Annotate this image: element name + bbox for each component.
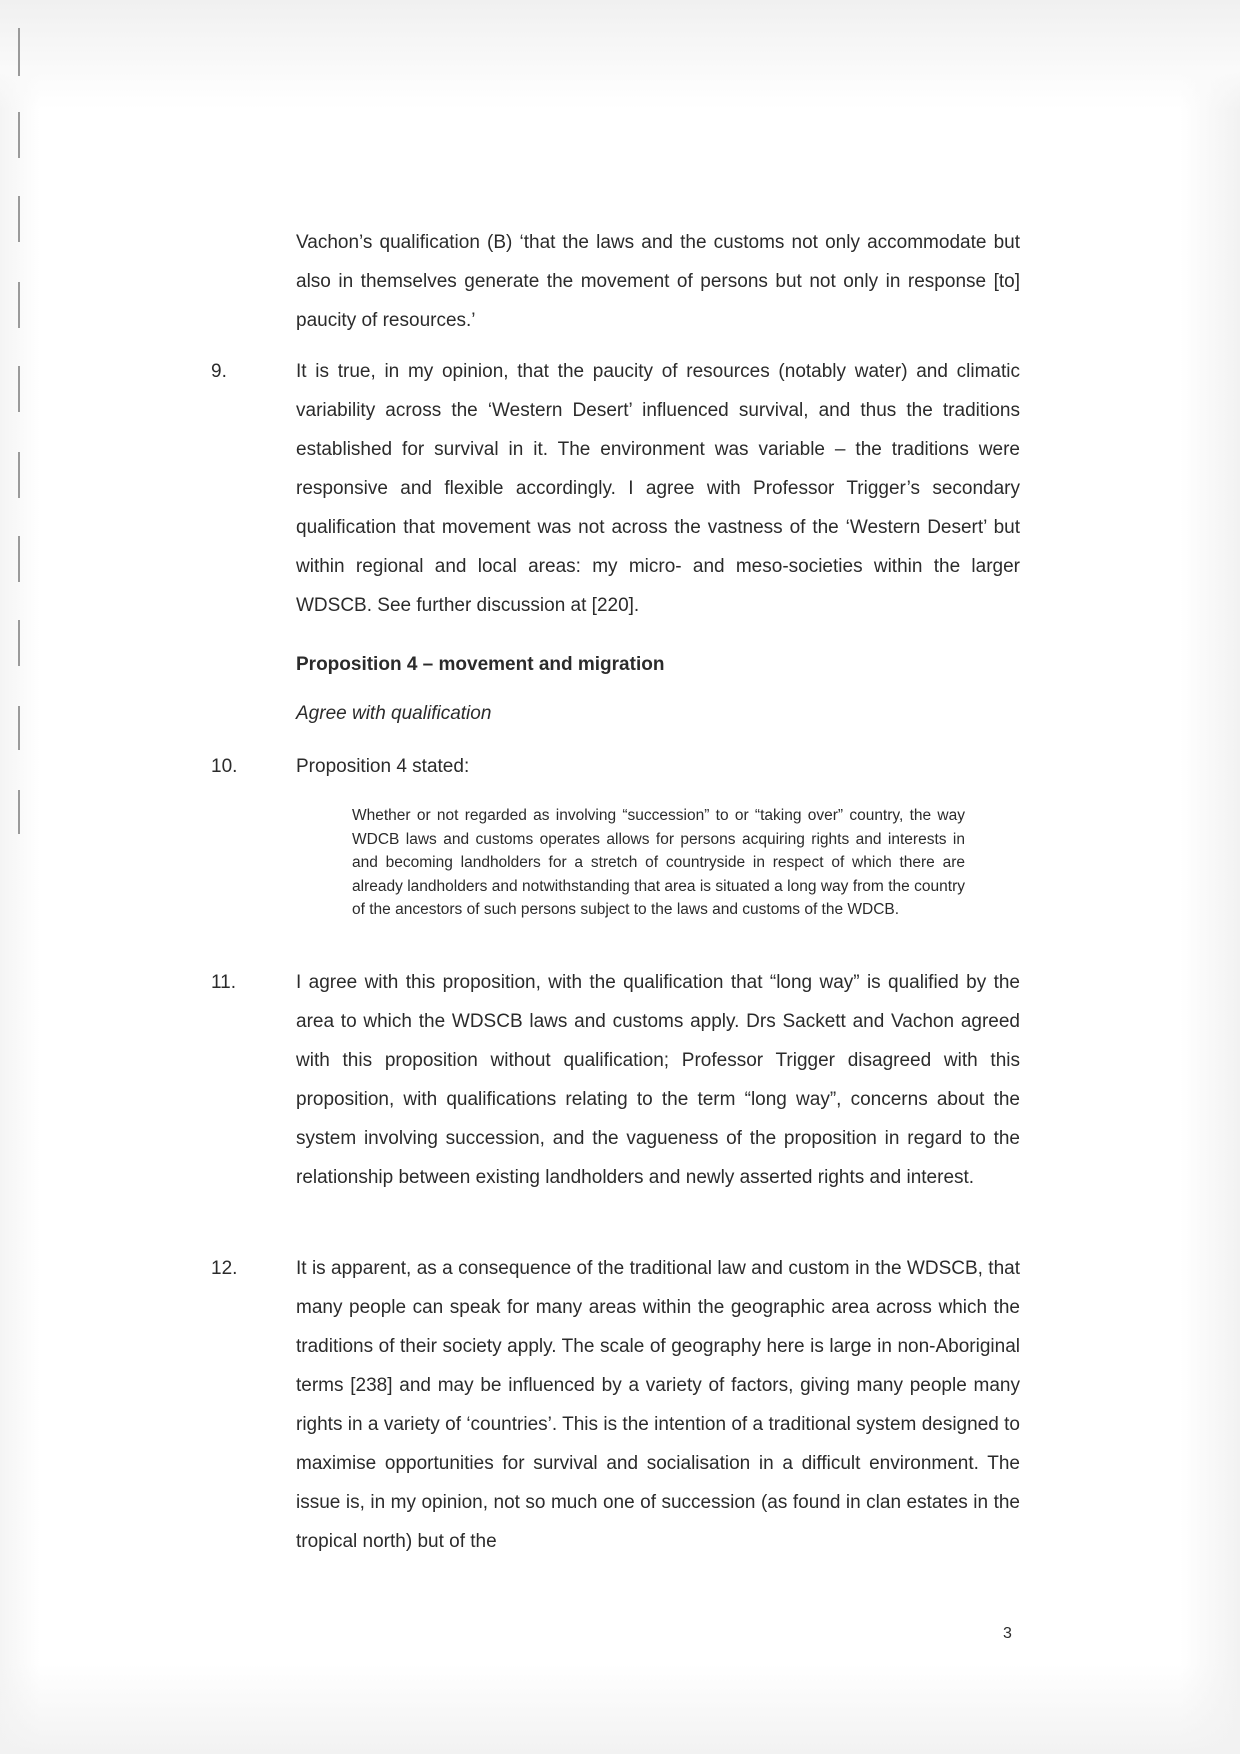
- continuation-paragraph: Vachon’s qualification (B) ‘that the laws and the customs not only accommodate but also in themselves generate the movement of persons but not only in response [to] paucity of resources.’: [296, 232, 1020, 331]
- paragraph-number: 9.: [211, 361, 227, 382]
- paragraph-text: It is true, in my opinion, that the paucity of resources (notably water) and climatic variability across the ‘Western Desert’ influenced survival, and thus the traditions established for survival in it. The environment was variable – the traditions were responsive and flexible accordingly. I agree with Professor Trigger’s secondary qualification that movement was not across the vastness of the ‘Western Desert’ but within regional and local areas: my micro- and meso-societies within the larger WDSCB. See further discussion at [220].: [296, 361, 1020, 616]
- page-number: 3: [1003, 1625, 1012, 1642]
- paragraph-number: 11.: [211, 972, 237, 993]
- section-heading: Proposition 4 – movement and migration: [296, 654, 665, 675]
- section-subheading: Agree with qualification: [296, 703, 492, 724]
- paragraph-number: 10.: [211, 756, 238, 777]
- paragraph-text: It is apparent, as a consequence of the traditional law and custom in the WDSCB, that many people can speak for many areas within the geographic area across which the traditions of their society apply. The scale of geography here is large in non-Aboriginal terms [238] and may be influenced by a variety of factors, giving many people many rights in a variety of ‘countries’. This is the intention of a traditional system designed to maximise opportunities for survival and socialisation in a difficult environment. The issue is, in my opinion, not so much one of succession (as found in clan estates in the tropical north) but of the: [296, 1258, 1020, 1552]
- paragraph-text: I agree with this proposition, with the qualification that “long way” is qualified by the area to which the WDSCB laws and customs apply. Drs Sackett and Vachon agreed with this proposition without qualification; Professor Trigger disagreed with this proposition, with qualifications relating to the term “long way”, concerns about the system involving succession, and the vagueness of the proposition in regard to the relationship between existing landholders and newly asserted rights and interest.: [296, 972, 1020, 1188]
- paragraph-text: Proposition 4 stated:: [296, 756, 470, 777]
- paragraph-number: 12.: [211, 1258, 238, 1279]
- block-quote: Whether or not regarded as involving “succession” to or “taking over” country, the way WDCB laws and customs operates allows for persons acquiring rights and interests in and becoming landholders for a stretch of countryside in respect of which there are already landholders and notwithstanding that area is situated a long way from the country of the ancestors of such persons subject to the laws and customs of the WDCB.: [352, 807, 965, 919]
